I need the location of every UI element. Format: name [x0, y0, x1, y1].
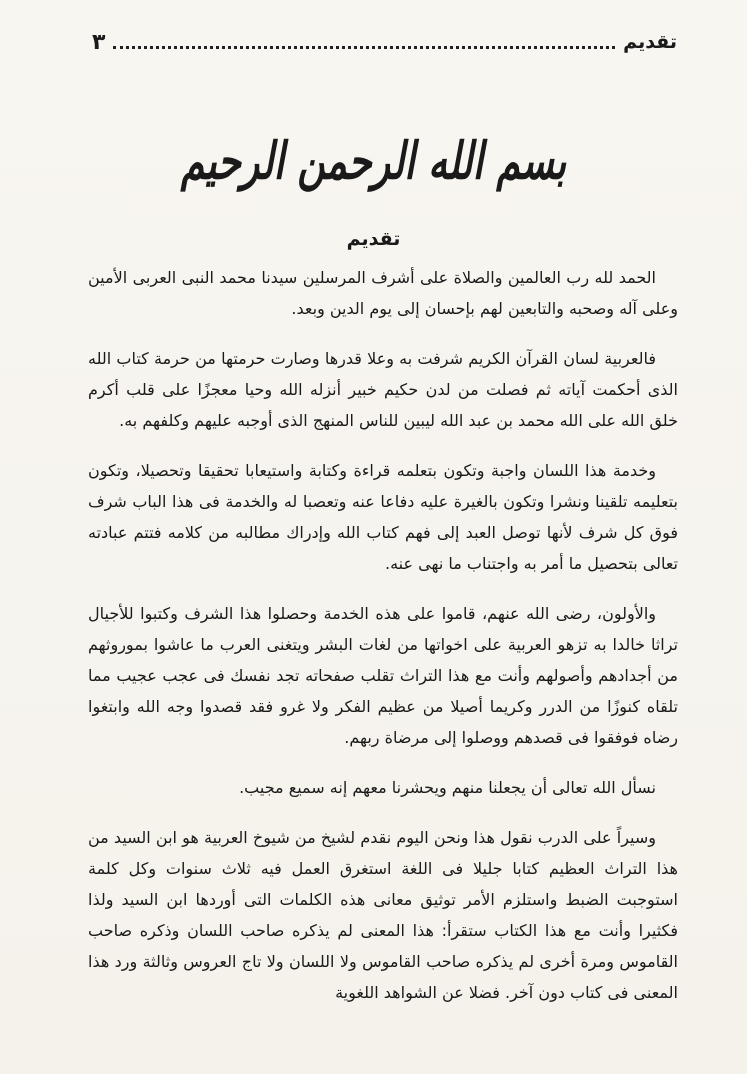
- body-text: [88, 262, 678, 1008]
- paragraph: نسأل الله تعالى أن يجعلنا منهم ويحشرنا معهم إنه سميع مجيب.: [239, 778, 656, 797]
- paragraph: وخدمة هذا اللسان واجبة وتكون بتعلمه قراءة وكتابة واستيعابا تحقيقا وتحصيلا، وتكون بتعليمه تلقينا ونشرا وتكون بالغيرة عليه دفاعا عنه وتعصبا له والخدمة فى هذا الباب شرف فوق كل شرف لأنها توصل العبد إلى فهم كتاب الله وإدراك مطالبه من كلامه فتتم عبادته تعالى بتحصيل ما أمر به واجتناب ما نهى عنه.: [88, 461, 678, 573]
- page-title: تقديم: [346, 228, 401, 250]
- paragraph: والأولون، رضى الله عنهم، قاموا على هذه الخدمة وحصلوا هذا الشرف وكتبوا للأجيال تراثا خالدا به تزهو العربية على اخواتها من لغات البشر ويتغنى العرب ما عاشوا بموروثهم من أجدادهم وأصولهم وأنت مع هذا التراث تقلب صفحاته تجد نفسك فى عجب عجيب مما تلقاه كنوزًا من الدرر وكريما أصيلا من عظيم الفكر ولا غرو فقد قصدوا وجه الله وابتغوا رضاه فوفقوا فى قصدهم ووصلوا إلى مرضاة ربهم.: [88, 604, 678, 747]
- running-header: [92, 22, 677, 62]
- basmala-calligraphy: بسم الله الرحمن الرحيم: [180, 130, 567, 191]
- paragraph: فالعربية لسان القرآن الكريم شرفت به وعلا قدرها وصارت حرمتها من حرمة كتاب الله الذى أحكمت آياته ثم فصلت من لدن حكيم خبير أنزله الله وحيا معجزًا على قلب أكرم خلق الله على الله محمد بن عبد الله ليبين للناس المنهج الذى أوجبه عليهم وكلفهم به.: [88, 349, 678, 430]
- paragraph: الحمد لله رب العالمين والصلاة على أشرف المرسلين سيدنا محمد النبى العربى الأمين وعلى آله وصحبه والتابعين لهم بإحسان إلى يوم الدين وبعد.: [88, 268, 678, 318]
- page-number: ٣: [92, 29, 106, 55]
- header-section-title: تقديم: [623, 31, 677, 53]
- paragraph: وسيراً على الدرب نقول هذا ونحن اليوم نقدم لشيخ من شيوخ العربية هو ابن السيد من هذا التراث العظيم كتابا جليلا فى اللغة استغرق العمل فيه ثلاث سنوات وكل كلمة استوجبت الضبط واستلزم الأمر توثيق معانى هذه الكلمات التى أوردها ابن السيد ولذا فكثيرا وأنت مع هذا الكتاب ستقرأ: هذا المعنى لم يذكره صاحب اللسان وذكره صاحب القاموس ومرة أخرى لم يذكره صاحب القاموس ولا اللسان ولا تاج العروس وثالثة ورد هذا المعنى فى كتاب دون آخر. فضلا عن الشواهد اللغوية: [88, 828, 678, 1002]
- header-dot-leader: [113, 46, 615, 49]
